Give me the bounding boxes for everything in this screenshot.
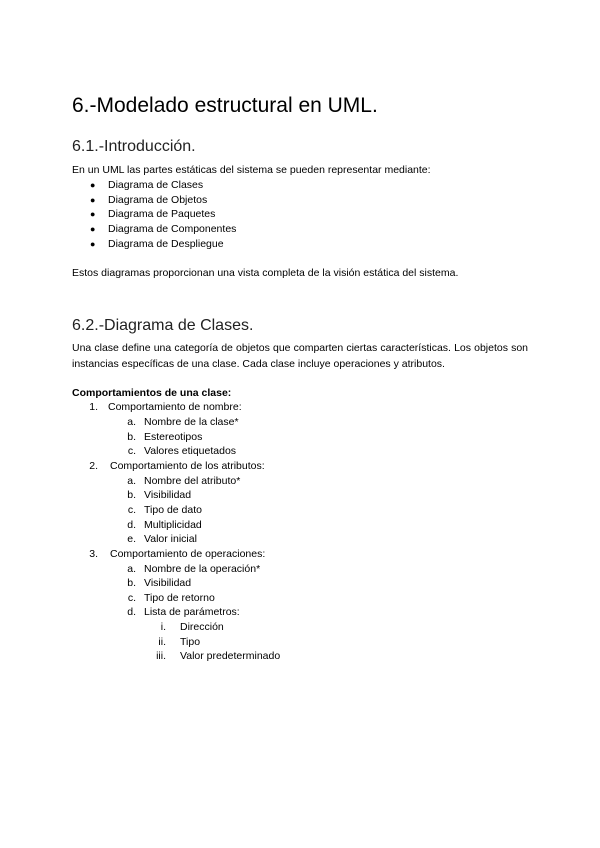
intro-closing-text: Estos diagramas proporcionan una vista completa de la visión estática del sistema. — [72, 267, 459, 279]
list-item: ● Diagrama de Objetos — [90, 193, 208, 206]
bullet-icon: ● — [90, 209, 96, 220]
behaviors-subheading: Comportamientos de una clase: — [72, 387, 232, 399]
intro-lead-text: En un UML las partes estáticas del sistema se pueden representar mediante: — [72, 164, 431, 176]
bullet-icon: ● — [90, 224, 96, 235]
list-item: ● Diagrama de Despliegue — [90, 237, 224, 250]
bullet-icon: ● — [90, 180, 96, 190]
document-page: 6.-Modelado estructural en UML. 6.1.-Introducción. En un UML las partes estáticas del sistema se pueden representar mediante: ● Diagrama de Clases ● Diagrama de Objetos ● Diagrama de Paquetes ● Diagrama de Componentes ● Diagrama de Despliegue Estos diagramas proporcionan una vista completa de la visión estática del sistema. 6.2.-Diagrama de Clases. Una clase define una categoría de objetos que comparten ciertas características. Los objetos son instancias específicas de una clase. Cada clase incluye operaciones y atributos. Comportamientos de una clase: 1. Comportamiento de nombre: a. Nombre de la clase* b. Estereotipos c. Valores etiquetados 2. Comportamiento de los atributos: a. Nombre del atributo* b. Visibilidad c. Tipo de dato d. Multiplicidad e. Valor inicial 3. Comportamiento de operaciones: a. Nombre de la operación* b. Visibilidad c. Tipo de retorno d. Lista de parámetros: i. Dirección ii. Tipo iii. Valor predeterminado — [72, 94, 528, 662]
list-item: ● Diagrama de Componentes — [90, 223, 237, 236]
section-heading-introduction: 6.1.-Introducción. — [72, 138, 196, 155]
diagram-types-list — [72, 178, 236, 251]
bullet-icon: ● — [90, 194, 96, 205]
page-title: 6.-Modelado estructural en UML. — [72, 94, 378, 117]
class-definition-paragraph: Una clase define una categoría de objetos que comparten ciertas características. Los objetos son instancias específicas de una clase. Cada clase incluye operaciones y atributos. — [72, 342, 528, 370]
section-heading-class-diagram: 6.2.-Diagrama de Clases. — [72, 317, 254, 334]
list-item: ● Diagrama de Paquetes — [90, 208, 216, 221]
list-item: ● Diagrama de Clases — [90, 179, 204, 191]
bullet-icon: ● — [90, 238, 96, 249]
